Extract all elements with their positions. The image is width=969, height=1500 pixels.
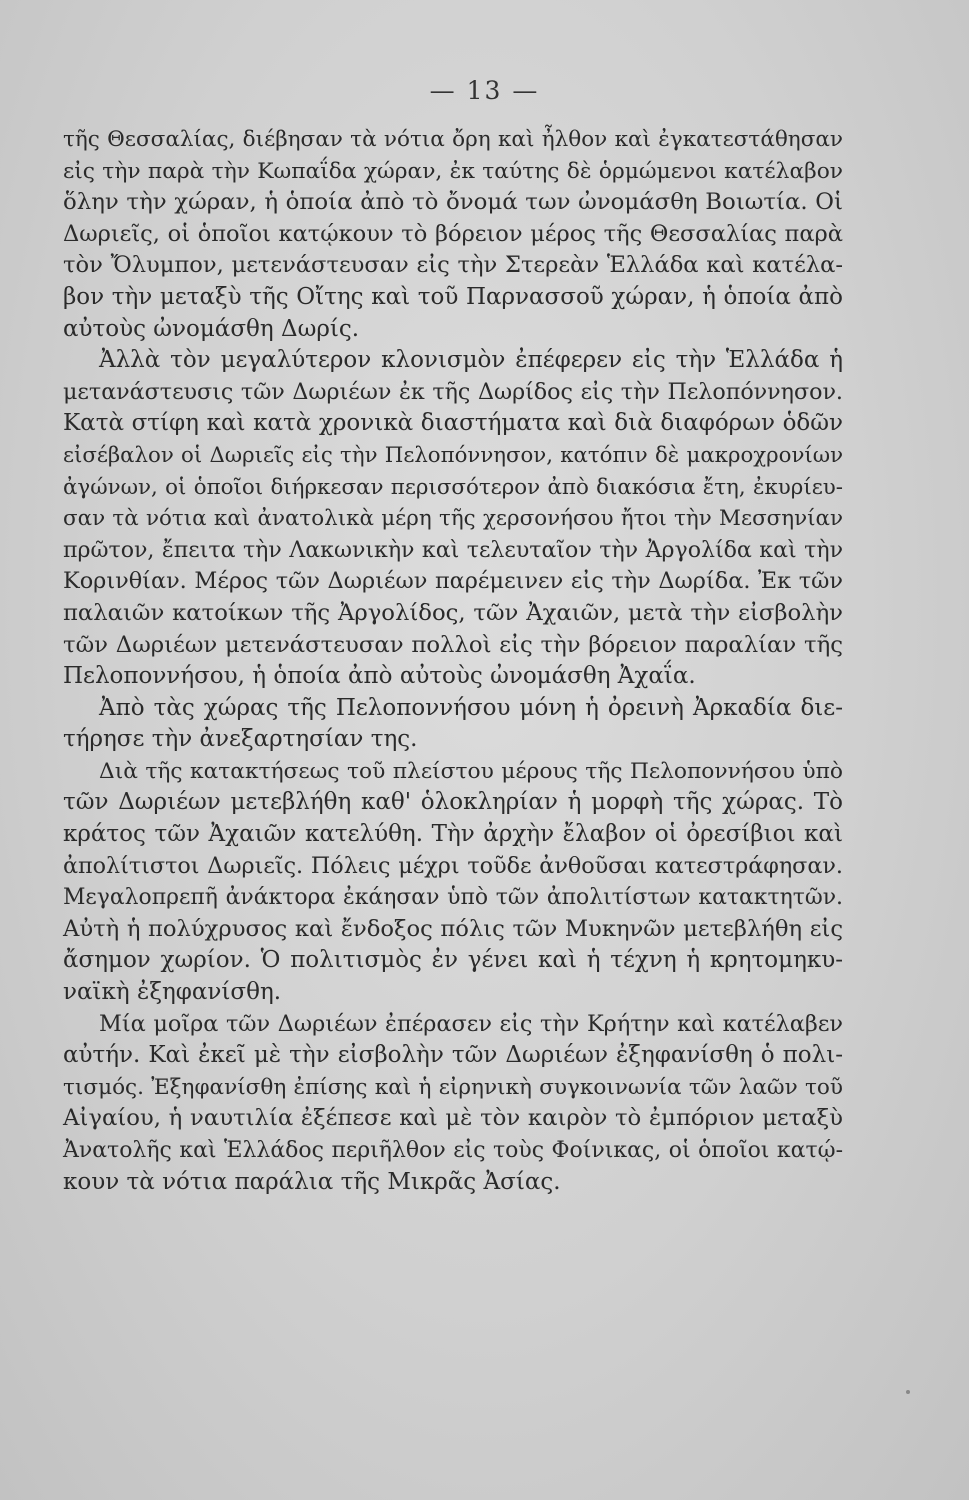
text-line: κράτος τῶν Ἀχαιῶν κατελύθη. Τὴν ἀρχὴν ἔλαβον οἱ ὀρεσίβιοι καὶ: [63, 821, 843, 848]
text-line: τὸν Ὄλυμπον, μετενάστευσαν εἰς τὴν Στερεὰν Ἑλλάδα καὶ κατέλα-: [63, 252, 843, 279]
text-line: Αὐτὴ ἡ πολύχρυσος καὶ ἔνδοξος πόλις τῶν Μυκηνῶν μετεβλήθη εἰς: [63, 915, 843, 942]
text-line: ὅλην τὴν χώραν, ἡ ὁποία ἀπὸ τὸ ὄνομά των ὠνομάσθη Βοιωτία. Οἱ: [63, 189, 843, 216]
text-line: ἀγώνων, οἱ ὁποῖοι διήρκεσαν περισσότερον ἀπὸ διακόσια ἔτη, ἐκυρίευ-: [63, 474, 843, 500]
text-line: βον τὴν μεταξὺ τῆς Οἴτης καὶ τοῦ Παρνασσοῦ χώραν, ἡ ὁποία ἀπὸ: [63, 283, 843, 310]
text-line: Ἀπὸ τὰς χώρας τῆς Πελοποννήσου μόνη ἡ ὀρεινὴ Ἀρκαδία διε-: [99, 694, 843, 721]
body-text: [63, 124, 843, 1198]
text-line: τισμός. Ἐξηφανίσθη ἐπίσης καὶ ἡ εἰρηνικὴ συγκοινωνία τῶν λαῶν τοῦ: [63, 1074, 843, 1100]
text-line: παλαιῶν κατοίκων τῆς Ἀργολίδος, τῶν Ἀχαιῶν, μετὰ τὴν εἰσβολὴν: [63, 599, 843, 626]
text-line: Αἰγαίου, ἡ ναυτιλία ἐξέπεσε καὶ μὲ τὸν καιρὸν τὸ ἐμπόριον μεταξὺ: [63, 1105, 843, 1132]
text-line: τῶν Δωριέων μετεβλήθη καθ' ὁλοκληρίαν ἡ μορφὴ τῆς χώρας. Τὸ: [63, 789, 843, 816]
text-line: κουν τὰ νότια παράλια τῆς Μικρᾶς Ἀσίας.: [63, 1168, 561, 1195]
text-line: ἀπολίτιστοι Δωριεῖς. Πόλεις μέχρι τοῦδε ἀνθοῦσαι κατεστράφησαν.: [63, 852, 843, 879]
text-line: αὐτήν. Καὶ ἐκεῖ μὲ τὴν εἰσβολὴν τῶν Δωριέων ἐξηφανίσθη ὁ πολι-: [63, 1042, 843, 1069]
text-line: πρῶτον, ἔπειτα τὴν Λακωνικὴν καὶ τελευταῖον τὴν Ἀργολίδα καὶ τὴν: [63, 536, 843, 563]
text-line: μετανάστευσις τῶν Δωριέων ἐκ τῆς Δωρίδος εἰς τὴν Πελοπόννησον.: [63, 378, 843, 405]
text-line: εἰσέβαλον οἱ Δωριεῖς εἰς τὴν Πελοπόννησον, κατόπιν δὲ μακροχρονίων: [63, 442, 843, 468]
text-line: τῶν Δωριέων μετενάστευσαν πολλοὶ εἰς τὴν βόρειον παραλίαν τῆς: [63, 631, 843, 658]
text-line: ναϊκὴ ἐξηφανίσθη.: [63, 979, 282, 1006]
text-line: σαν τὰ νότια καὶ ἀνατολικὰ μέρη τῆς χερσονήσου ἤτοι τὴν Μεσσηνίαν: [63, 506, 843, 532]
text-line: Κορινθίαν. Μέρος τῶν Δωριέων παρέμεινεν εἰς τὴν Δωρίδα. Ἐκ τῶν: [63, 568, 843, 595]
text-line: Πελοποννήσου, ἡ ὁποία ἀπὸ αὐτοὺς ὠνομάσθη Ἀχαΐα.: [63, 663, 696, 690]
text-line: Ἀλλὰ τὸν μεγαλύτερον κλονισμὸν ἐπέφερεν εἰς τὴν Ἑλλάδα ἡ: [99, 347, 843, 374]
ink-speck: [906, 1390, 910, 1394]
text-line: Διὰ τῆς κατακτήσεως τοῦ πλείστου μέρους τῆς Πελοποννήσου ὑπὸ: [99, 758, 843, 784]
page-number: — 13 —: [429, 76, 540, 105]
text-line: Μία μοῖρα τῶν Δωριέων ἐπέρασεν εἰς τὴν Κρήτην καὶ κατέλαβεν: [99, 1010, 843, 1037]
text-line: τήρησε τὴν ἀνεξαρτησίαν της.: [63, 726, 418, 753]
text-line: εἰς τὴν παρὰ τὴν Κωπαΐδα χώραν, ἐκ ταύτης δὲ ὁρμώμενοι κατέλαβον: [63, 158, 843, 184]
text-line: αὐτοὺς ὠνομάσθη Δωρίς.: [63, 315, 360, 342]
text-line: ἄσημον χωρίον. Ὁ πολιτισμὸς ἐν γένει καὶ ἡ τέχνη ἡ κρητομηκυ-: [63, 947, 843, 974]
text-line: Κατὰ στίφη καὶ κατὰ χρονικὰ διαστήματα καὶ διὰ διαφόρων ὁδῶν: [63, 410, 843, 437]
text-line: τῆς Θεσσαλίας, διέβησαν τὰ νότια ὄρη καὶ ἦλθον καὶ ἐγκατεστάθησαν: [63, 127, 843, 152]
text-line: Ἀνατολῆς καὶ Ἑλλάδος περιῆλθον εἰς τοὺς Φοίνικας, οἱ ὁποῖοι κατῴ-: [63, 1138, 843, 1163]
text-line: Μεγαλοπρεπῆ ἀνάκτορα ἐκάησαν ὑπὸ τῶν ἀπολιτίστων κατακτητῶν.: [63, 885, 843, 911]
text-line: Δωριεῖς, οἱ ὁποῖοι κατῴκουν τὸ βόρειον μέρος τῆς Θεσσαλίας παρὰ: [63, 220, 843, 247]
